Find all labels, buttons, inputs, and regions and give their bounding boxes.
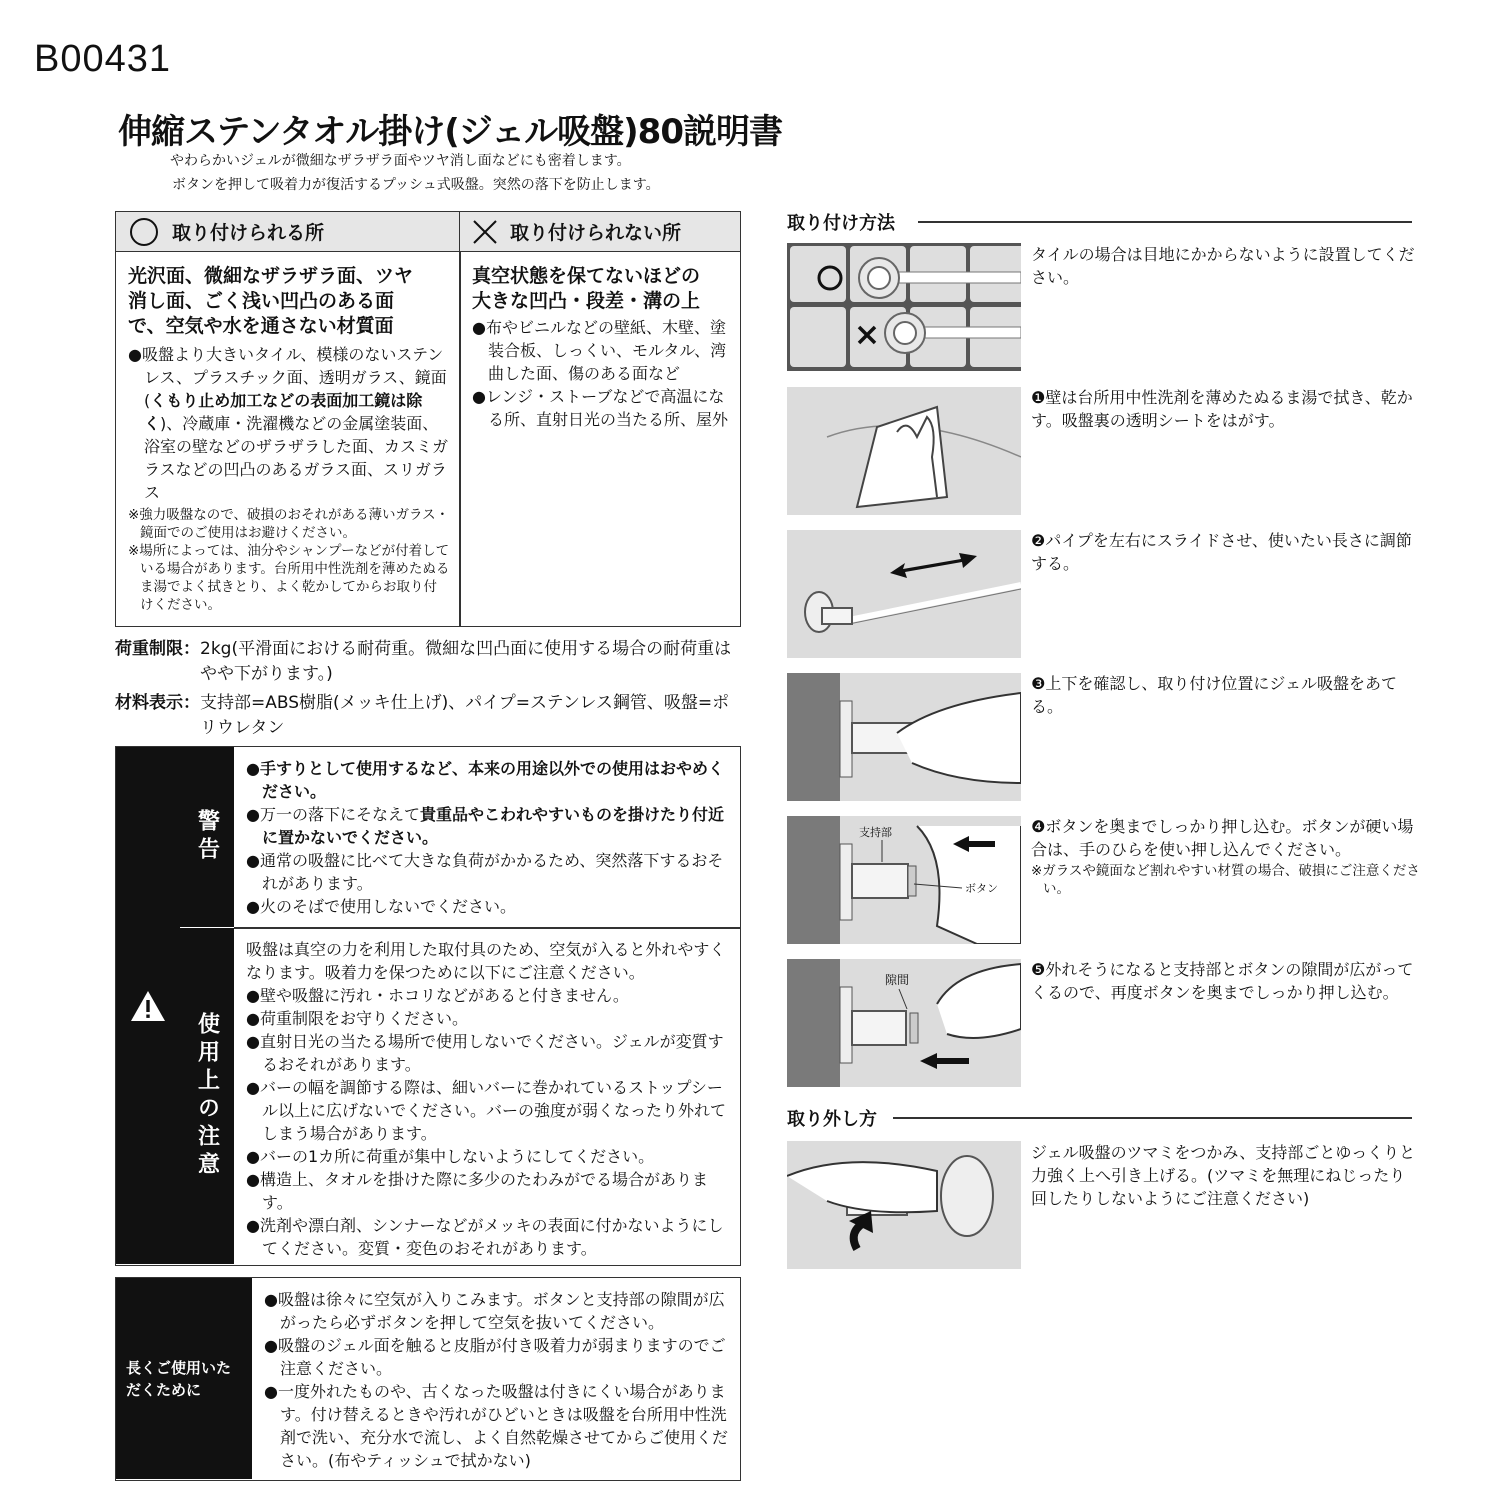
can-attach-heading-1: 光沢面、微細なザラザラ面、ツヤ	[128, 265, 414, 287]
spec-material-label: 材料表示：	[115, 693, 200, 713]
step1-text: ❶壁は台所用中性洗剤を薄めたぬるま湯で拭き、乾かす。吸盤裏の透明シートをはがす。	[1031, 388, 1413, 430]
warning-label: 警告	[194, 809, 220, 865]
cannot-attach-heading-1: 真空状態を保てないほどの	[472, 265, 701, 287]
tile-diagram	[787, 243, 1021, 371]
subtitle-line-2: ボタンを押して吸着力が復活するプッシュ式吸盤。突然の落下を防止します。	[172, 177, 660, 193]
label-gap: 隙間	[885, 973, 910, 987]
removal-image	[787, 1141, 1021, 1269]
warning-bullet-2-bold: 貴重品やこわれやすいものを掛けたり付近に置かないでください。	[262, 805, 724, 847]
caution-intro: 吸盤は真空の力を利用した取付具のため、空気が入ると外れやすくなります。吸着力を保つために以下にご注意ください。	[246, 940, 726, 982]
can-attach-heading-2: 消し面、ごく浅い凹凸のある面	[128, 290, 395, 312]
can-attach-header	[116, 212, 459, 252]
cannot-attach-heading-2: 大きな凹凸・段差・溝の上	[472, 290, 701, 312]
cannot-attach-bullet-2: ●レンジ・ストーブなどで高温になる所、直射日光の当たる所、屋外	[472, 387, 729, 429]
spec-load	[115, 637, 745, 687]
longuse-box	[115, 1277, 741, 1481]
step1-image	[787, 387, 1021, 515]
warning-bullet-2-pre: ●万一の落下にそなえて	[246, 805, 420, 824]
can-attach-title: 取り付けられる所	[172, 222, 325, 244]
can-attach-body	[128, 264, 450, 614]
longuse-item-3: ●一度外れたものや、古くなった吸盤は付きにくい場合があります。付け替えるときや汚れがひどいときは吸盤を台所用中性洗剤で洗い、充分水で流し、よく自然乾燥させてからご使用ください。(布やティッシュで拭かない)	[264, 1382, 729, 1470]
step4-note: ※ガラスや鏡面など割れやすい材質の場合、破損にご注意ください。	[1031, 863, 1420, 897]
caution-item-4: ●バーの幅を調節する際は、細いバーに巻かれているストップシール以上に広げないでください。バーの強度が弱くなったり外れてしまう場合があります。	[246, 1078, 727, 1143]
longuse-item-2: ●吸盤のジェル面を触ると皮脂が付き吸着力が弱まりますのでご注意ください。	[264, 1336, 726, 1378]
can-attach-bullet	[128, 343, 450, 504]
can-attach-note-2: ※場所によっては、油分やシャンプーなどが付着している場合があります。台所用中性洗剤を薄めたぬるま湯でよく拭きとり、よく乾かしてからお取り付けください。	[128, 543, 450, 613]
install-heading: 取り付け方法	[787, 213, 895, 234]
bullet-bold: くもり止め加工などの表面加工鏡は除く	[144, 391, 423, 433]
caution-label-cell	[180, 928, 234, 1264]
caution-item-3: ●直射日光の当たる場所で使用しないでください。ジェルが変質するおそれがあります。	[246, 1032, 724, 1074]
longuse-body	[264, 1288, 730, 1472]
spec-material	[115, 691, 745, 741]
step3-image	[787, 673, 1021, 801]
removal-text: ジェル吸盤のツマミをつかみ、支持部ごとゆっくりと力強く上へ引き上げる。(ツマミを無理にねじったり回したりしないようにご注意ください)	[1031, 1143, 1416, 1208]
warning-bullet-2	[246, 803, 732, 849]
can-attach-note-1: ※強力吸盤なので、破損のおそれがある薄いガラス・鏡面でのご使用はお避けください。	[128, 507, 450, 541]
step4-text: ❹ボタンを奥までしっかり押し込む。ボタンが硬い場合は、手のひらを使い押し込んでください。	[1031, 817, 1414, 859]
step5-image	[787, 959, 1021, 1087]
spec-material-value: 支持部=ABS樹脂(メッキ仕上げ)、パイプ=ステンレス鋼管、吸盤=ポリウレタン	[200, 693, 730, 738]
cannot-attach-bullet-1: ●布やビニルなどの壁紙、木壁、塗装合板、しっくい、モルタル、湾曲した面、傷のある面など	[472, 318, 727, 383]
longuse-label-cell	[116, 1278, 252, 1479]
warning-body	[246, 757, 732, 918]
specs	[115, 637, 745, 741]
caution-item-6: ●構造上、タオルを掛けた際に多少のたわみがでる場合があります。	[246, 1170, 708, 1212]
circle-icon	[130, 218, 158, 246]
caution-label: 使用上の注意	[194, 1012, 220, 1180]
place-suction-illustration	[787, 673, 1021, 801]
warning-label-cell	[180, 747, 234, 928]
warning-caution-box	[115, 746, 741, 1266]
cannot-attach-header	[460, 212, 740, 252]
page-title: 伸縮ステンタオル掛け(ジェル吸盤)80説明書	[118, 112, 782, 152]
longuse-label: 長くご使用いただくために	[126, 1358, 232, 1399]
tile-note: タイルの場合は目地にかからないように設置してください。	[1031, 245, 1415, 287]
warning-bullet-3: ●通常の吸盤に比べて大きな負荷がかかるため、突然落下するおそれがあります。	[246, 851, 724, 893]
step4-image	[787, 816, 1021, 944]
caution-item-2: ●荷重制限をお守りください。	[246, 1009, 468, 1028]
wipe-illustration	[787, 387, 1021, 515]
step5-text: ❺外れそうになると支持部とボタンの隙間が広がってくるので、再度ボタンを奥までしっかり押し込む。	[1031, 960, 1414, 1002]
bullet-post: )、冷蔵庫・洗濯機などの金属塗装面、浴室の壁などのザラザラした面、カスミガラスなどの凹凸のあるガラス面、スリガラス	[144, 414, 449, 502]
warning-bullet-4: ●火のそばで使用しないでください。	[246, 897, 516, 916]
step2-text: ❷パイプを左右にスライドさせ、使いたい長さに調節する。	[1031, 531, 1412, 573]
removal-heading: 取り外し方	[787, 1109, 877, 1130]
warning-icon	[130, 990, 166, 1022]
cannot-attach-body	[472, 264, 734, 431]
caution-item-7: ●洗剤や漂白剤、シンナーなどがメッキの表面に付かないようにしてください。変質・変色のおそれがあります。	[246, 1216, 724, 1258]
cannot-attach-title: 取り付けられない所	[510, 222, 682, 244]
step2-image	[787, 530, 1021, 658]
label-support: 支持部	[859, 826, 892, 839]
warning-side-column	[116, 747, 180, 1264]
bullet-pre: ●吸盤より大きいタイル、模様のないステンレス、プラスチック面、透明ガラス、鏡面(	[128, 345, 447, 410]
attach-table	[115, 211, 741, 627]
label-button: ボタン	[965, 882, 998, 895]
longuse-item-1: ●吸盤は徐々に空気が入りこみます。ボタンと支持部の隙間が広がったら必ずボタンを押して空気を抜いてください。	[264, 1290, 725, 1332]
caution-item-1: ●壁や吸盤に汚れ・ホコリなどがあると付きません。	[246, 986, 629, 1005]
product-code: B00431	[34, 38, 172, 80]
cross-icon	[472, 219, 498, 245]
step3-text: ❸上下を確認し、取り付け位置にジェル吸盤をあてる。	[1031, 674, 1398, 716]
caution-item-5: ●バーの1カ所に荷重が集中しないようにしてください。	[246, 1147, 655, 1166]
caution-body	[246, 938, 732, 1260]
remove-illustration	[787, 1141, 1021, 1269]
can-attach-heading-3: で、空気や水を通さない材質面	[128, 315, 394, 337]
spec-load-value: 2kg(平滑面における耐荷重。微細な凹凸面に使用する場合の耐荷重はやや下がります。)	[200, 639, 732, 684]
tile-grid-illustration	[787, 243, 1021, 371]
subtitle-line-1: やわらかいジェルが微細なザラザラ面やツヤ消し面などにも密着します。	[170, 153, 631, 169]
warning-bullet-1: ●手すりとして使用するなど、本来の用途以外での使用はおやめください。	[246, 759, 724, 801]
spec-load-label: 荷重制限：	[115, 639, 200, 659]
slide-pipe-illustration	[787, 530, 1021, 658]
